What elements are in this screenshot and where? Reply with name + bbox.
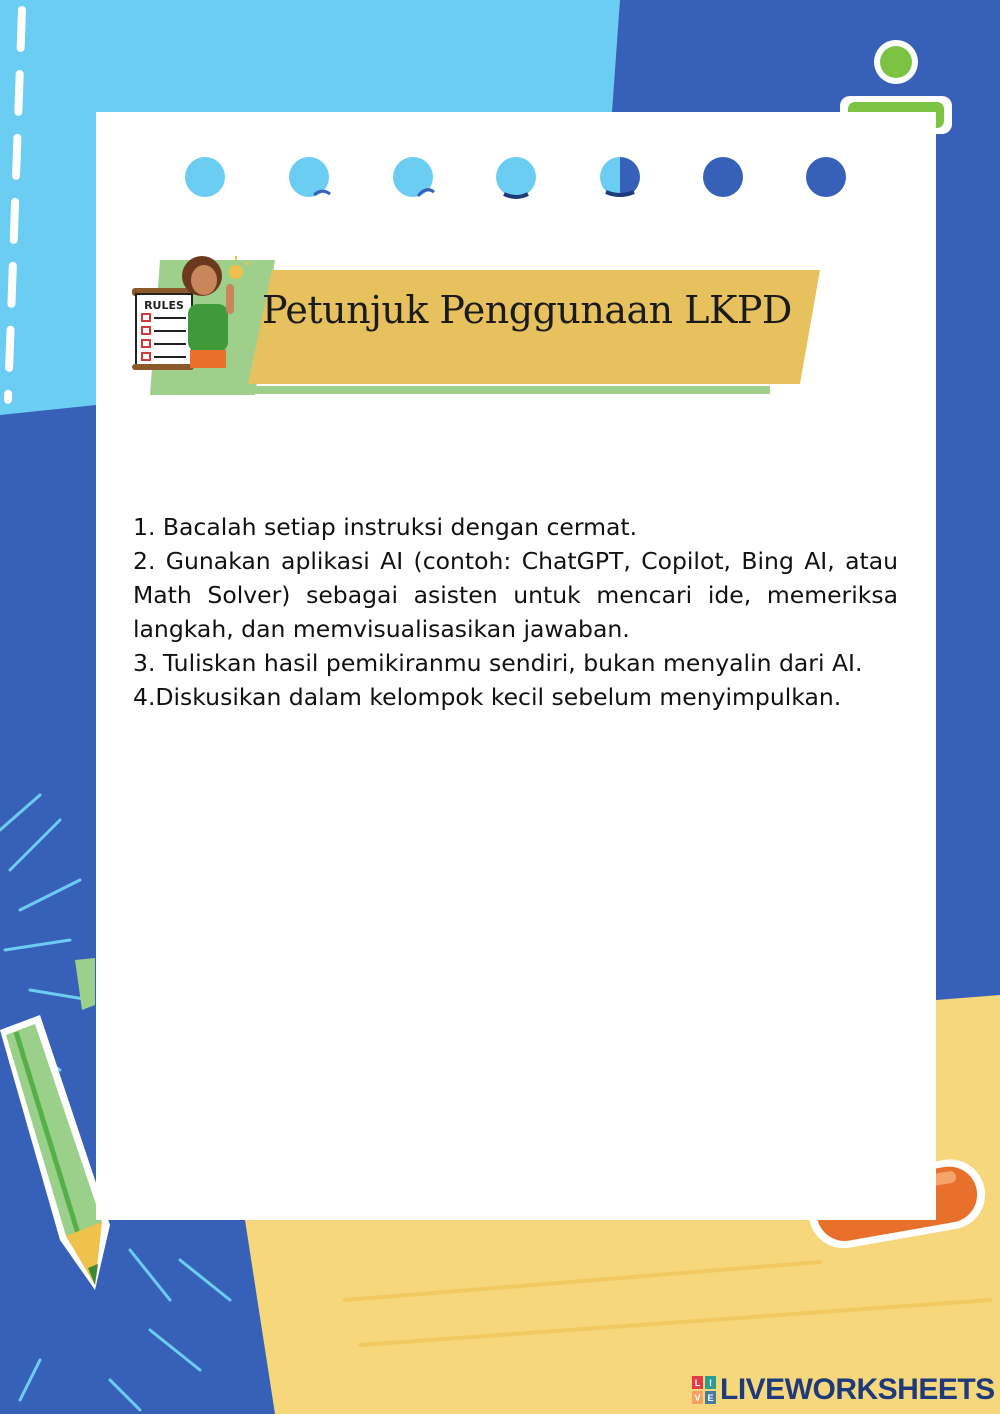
svg-text:V: V bbox=[694, 1393, 701, 1403]
svg-text:I: I bbox=[709, 1378, 712, 1388]
instruction-item: 1. Bacalah setiap instruksi dengan cermat. bbox=[133, 513, 638, 541]
instruction-item: 3. Tuliskan hasil pemikiranmu sendiri, bukan menyalin dari AI. bbox=[133, 649, 863, 677]
page-title: Petunjuk Penggunaan LKPD bbox=[262, 288, 792, 332]
instruction-item: 4.Diskusikan dalam kelompok kecil sebelum menyimpulkan. bbox=[133, 683, 842, 711]
svg-text:RULES: RULES bbox=[144, 299, 184, 312]
instruction-list bbox=[133, 510, 898, 714]
binder-holes bbox=[0, 0, 1000, 240]
liveworksheets-logo-icon bbox=[692, 1376, 716, 1404]
svg-text:E: E bbox=[707, 1393, 714, 1403]
instruction-item: 2. Gunakan aplikasi AI (contoh: ChatGPT, Copilot, Bing AI, atau Math Solver) sebagai asisten untuk mencari ide, memeriksa langkah, dan memvisualisasikan jawaban. bbox=[133, 547, 898, 643]
brand-wordmark: LIVEWORKSHEETS bbox=[720, 1373, 995, 1406]
svg-text:L: L bbox=[694, 1378, 701, 1388]
rules-board-icon bbox=[132, 288, 194, 370]
liveworksheets-brand bbox=[692, 1372, 995, 1408]
